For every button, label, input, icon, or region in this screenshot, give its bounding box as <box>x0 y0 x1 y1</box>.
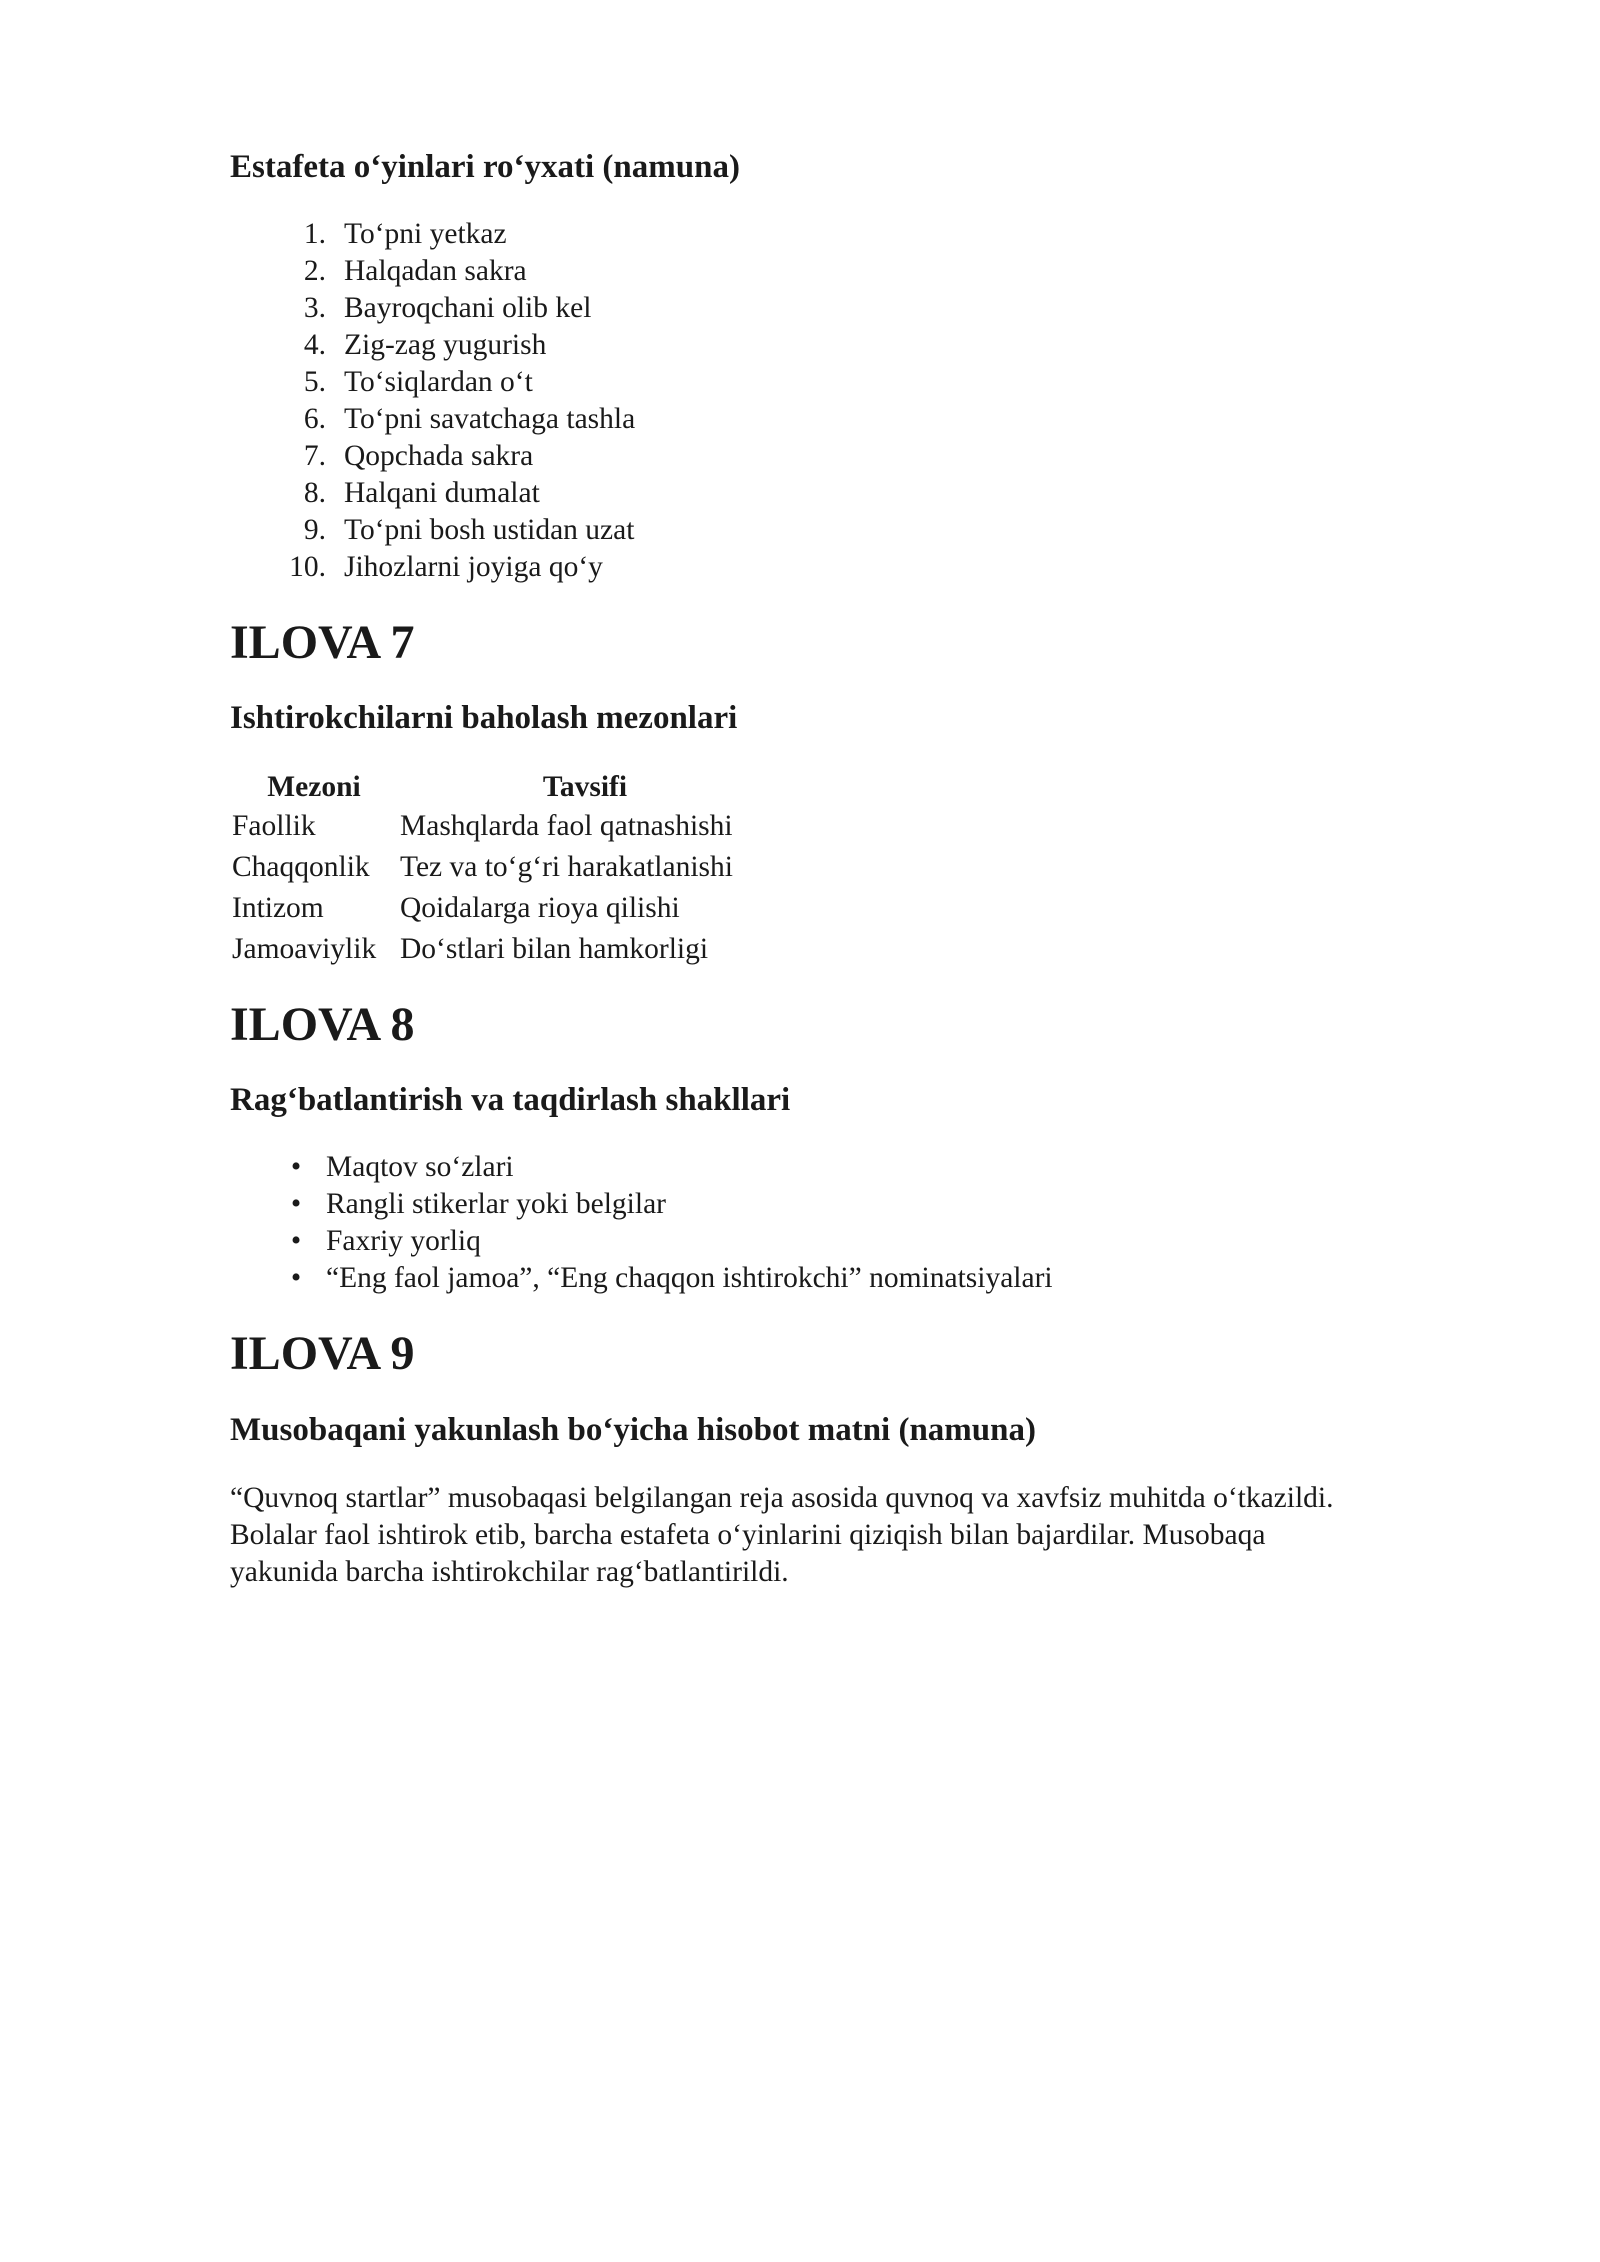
appendix-7-title: ILOVA 7 <box>230 615 415 669</box>
list-text: Rangli stikerlar yoki belgilar <box>326 1187 666 1220</box>
list-text: “Eng faol jamoa”, “Eng chaqqon ishtirokchi” nominatsiyalari <box>326 1261 1053 1294</box>
table-cell-description: Tez va to‘g‘ri harakatlanishi <box>400 850 733 883</box>
list-item <box>230 253 1450 290</box>
list-text: Bayroqchani olib kel <box>344 291 592 324</box>
criteria-table <box>230 769 772 970</box>
list-number: 8. <box>303 476 326 509</box>
bullet-icon: • <box>290 1224 302 1257</box>
appendix-8-subtitle: Rag‘batlantirish va taqdirlash shakllari <box>230 1082 791 1119</box>
table-row <box>230 806 772 847</box>
list-text: Maqtov so‘zlari <box>326 1150 514 1183</box>
column-header-criterion: Mezoni <box>267 770 361 803</box>
list-text: Zig-zag yugurish <box>344 328 547 361</box>
relay-games-title: Estafeta o‘yinlari ro‘yxati (namuna) <box>230 149 740 185</box>
table-cell-description: Qoidalarga rioya qilishi <box>400 891 680 924</box>
report-line: yakunida barcha ishtirokchilar rag‘batlantirildi. <box>230 1556 789 1589</box>
appendix-7-subtitle: Ishtirokchilarni baholash mezonlari <box>230 700 738 737</box>
list-item <box>230 290 1450 327</box>
list-text: Jihozlarni joyiga qo‘y <box>344 550 603 583</box>
list-number: 5. <box>303 365 326 398</box>
table-row <box>230 929 772 970</box>
list-item <box>230 401 1450 438</box>
bullet-icon: • <box>290 1261 302 1294</box>
table-row <box>230 847 772 888</box>
table-cell-criterion: Faollik <box>232 809 316 842</box>
list-item <box>230 512 1450 549</box>
list-text: To‘pni bosh ustidan uzat <box>344 513 635 546</box>
list-number: 3. <box>303 291 326 324</box>
list-item <box>230 1223 1450 1260</box>
table-header-row <box>230 769 772 806</box>
appendix-9-subtitle: Musobaqani yakunlash bo‘yicha hisobot matni (namuna) <box>230 1411 1036 1448</box>
list-text: Halqani dumalat <box>344 476 540 509</box>
table-cell-description: Do‘stlari bilan hamkorligi <box>400 932 709 965</box>
list-number: 2. <box>303 254 326 287</box>
list-text: Halqadan sakra <box>344 254 527 287</box>
list-number: 9. <box>303 513 326 546</box>
bullet-icon: • <box>290 1187 302 1220</box>
list-item <box>230 1186 1450 1223</box>
report-line: “Quvnoq startlar” musobaqasi belgilangan reja asosida quvnoq va xavfsiz muhitda o‘tkazildi. <box>230 1482 1334 1515</box>
table-row <box>230 888 772 929</box>
list-item <box>230 438 1450 475</box>
list-item <box>230 1260 1450 1297</box>
appendix-9-title: ILOVA 9 <box>230 1326 415 1380</box>
report-line: Bolalar faol ishtirok etib, barcha estafeta o‘yinlarini qiziqish bilan bajardilar. Musobaqa <box>230 1519 1266 1552</box>
list-text: Faxriy yorliq <box>326 1224 481 1257</box>
list-number: 10. <box>289 550 326 583</box>
appendix-8-title: ILOVA 8 <box>230 997 415 1051</box>
list-item <box>230 1149 1450 1186</box>
list-item <box>230 364 1450 401</box>
bullet-icon: • <box>290 1150 302 1183</box>
table-cell-criterion: Jamoaviylik <box>232 932 377 965</box>
list-text: To‘pni yetkaz <box>344 217 507 250</box>
list-number: 7. <box>303 439 326 472</box>
list-number: 1. <box>303 217 326 250</box>
list-number: 6. <box>303 402 326 435</box>
reward-forms-list <box>230 1149 1450 1297</box>
table-cell-criterion: Chaqqonlik <box>232 850 370 883</box>
report-paragraph <box>230 1480 1450 1591</box>
list-item <box>230 549 1450 586</box>
table-cell-criterion: Intizom <box>232 891 324 924</box>
relay-games-list <box>230 216 1450 586</box>
list-text: To‘pni savatchaga tashla <box>344 402 636 435</box>
column-header-description: Tavsifi <box>542 770 628 803</box>
table-cell-description: Mashqlarda faol qatnashishi <box>400 809 733 842</box>
list-item <box>230 216 1450 253</box>
list-item <box>230 327 1450 364</box>
list-text: Qopchada sakra <box>344 439 534 472</box>
list-text: To‘siqlardan o‘t <box>344 365 533 398</box>
list-item <box>230 475 1450 512</box>
list-number: 4. <box>303 328 326 361</box>
